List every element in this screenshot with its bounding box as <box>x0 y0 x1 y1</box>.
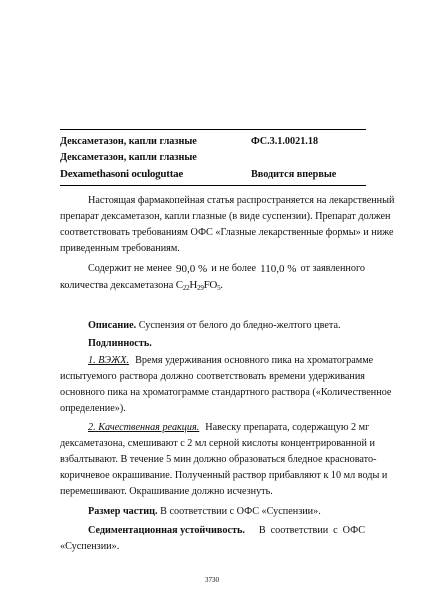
content-line-1 <box>88 263 365 275</box>
formula-carbon: C <box>175 279 183 291</box>
formula-fluorine-oxygen: FO <box>203 279 218 291</box>
qualitative-text-1: Навеску препарата, содержащую 2 мг <box>205 422 370 433</box>
title-latin: Dexamethasoni oculoguttae <box>60 168 183 180</box>
qualitative-line-4: коричневое окрашивание. Полученный раствор прибавляют к 10 мл воды и <box>60 470 388 481</box>
header-bottom-rule <box>60 185 366 186</box>
content-post-label: от заявленного <box>300 263 365 274</box>
formula-hydrogen-count: 29 <box>197 284 204 292</box>
formula-carbon-count: 22 <box>182 284 190 292</box>
molecular-formula <box>176 279 221 291</box>
identity-heading: Подлинность. <box>88 338 152 349</box>
formula-oxygen-count: 5 <box>217 284 221 292</box>
particle-size-label: Размер частиц. <box>88 506 158 517</box>
hplc-line-3: основного пика на хроматограмме стандартного раствора («Количественное <box>60 387 392 398</box>
intro-paragraph-line-3: соответствовать требованиям ОФС «Глазные лекарственные формы» и ниже <box>60 227 394 238</box>
hplc-line-4: определение»). <box>60 403 126 414</box>
content-mid-label: и не более <box>211 263 257 274</box>
content-substance-label: количества дексаметазона <box>60 280 174 291</box>
qualitative-line-1 <box>88 422 370 434</box>
title-russian: Дексаметазон, капли глазные <box>60 136 197 147</box>
formula-hydrogen: H <box>189 279 198 291</box>
qualitative-line-5: перемешивают. Окрашивание должно исчезнуть. <box>60 486 273 497</box>
sedimentation-label: Седиментационная устойчивость. <box>88 525 245 536</box>
content-period: . <box>220 280 223 291</box>
intro-paragraph-line-1: Настоящая фармакопейная статья распространяется на лекарственный <box>88 195 395 206</box>
sedimentation-line-2: «Суспензии». <box>60 541 120 552</box>
content-max-value: 110,0 % <box>260 263 297 275</box>
description-label: Описание. <box>88 320 137 331</box>
qualitative-line-2: дексаметазона, смешивают с 2 мл серной кислоты концентрированной и <box>60 438 375 449</box>
particle-size-text: В соответствии с ОФС «Суспензии». <box>160 506 321 517</box>
qualitative-label <box>88 422 199 434</box>
hplc-text-1: Время удерживания основного пика на хроматограмме <box>135 355 374 366</box>
hplc-line-1 <box>88 355 374 367</box>
monograph-code: ФС.3.1.0021.18 <box>251 136 319 147</box>
top-rule <box>60 129 366 130</box>
intro-paragraph-line-4: приведенным требованиям. <box>60 243 180 254</box>
particle-size-line <box>88 506 321 518</box>
content-min-value: 90,0 % <box>175 263 208 275</box>
sedimentation-text-1: В соответствии с ОФС <box>258 525 365 536</box>
hplc-line-2: испытуемого раствора должно соответствовать времени удерживания <box>60 371 365 382</box>
qualitative-method: Качественная реакция. <box>98 422 200 433</box>
content-line-2 <box>60 279 223 292</box>
hplc-number: 1. <box>88 355 96 366</box>
title-russian-repeat: Дексаметазон, капли глазные <box>60 152 197 163</box>
qualitative-number: 2. <box>88 422 96 433</box>
description-line <box>88 320 341 332</box>
page-number: 3730 <box>205 576 219 584</box>
hplc-method: ВЭЖХ. <box>98 355 130 366</box>
qualitative-line-3: взбалтывают. В течение 5 мин должно образоваться бледное красновато- <box>60 454 377 465</box>
intro-note: Вводится впервые <box>251 169 337 180</box>
sedimentation-line-1 <box>88 525 365 537</box>
description-text: Суспензия от белого до бледно-желтого цвета. <box>138 320 341 331</box>
content-min-label: Содержит не менее <box>88 263 172 274</box>
intro-paragraph-line-2: препарат дексаметазон, капли глазные (в виде суспензии). Препарат должен <box>60 211 391 222</box>
hplc-label <box>88 355 129 367</box>
